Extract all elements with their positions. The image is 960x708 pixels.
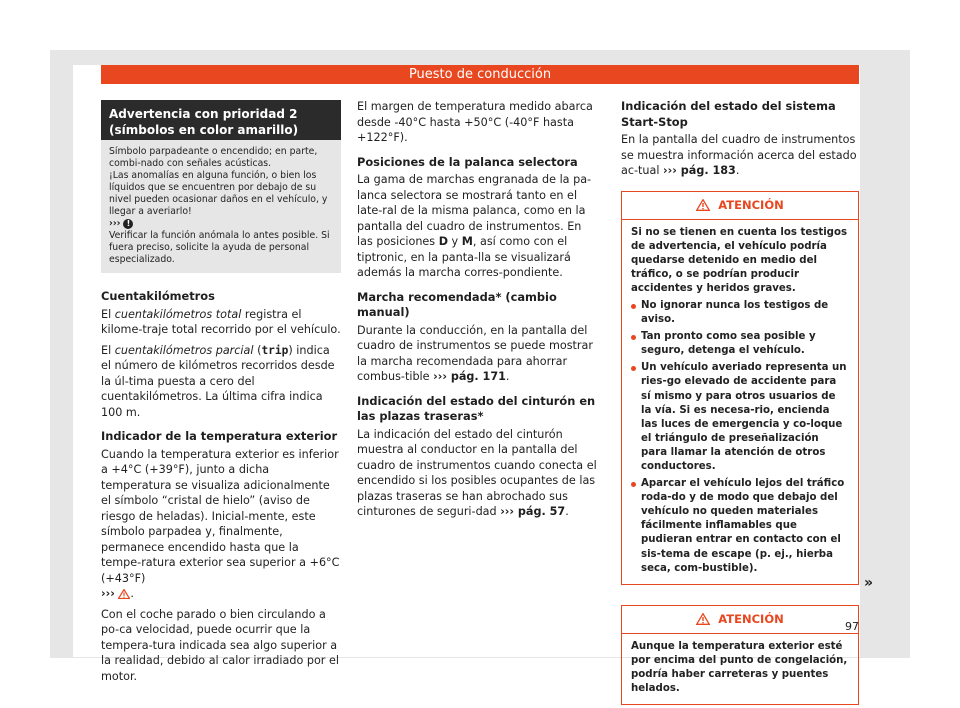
attention-header-1: [622, 192, 858, 220]
lever-title: Posiciones de la palanca selectora: [357, 154, 578, 169]
attention-body-2: [622, 634, 858, 704]
attention-item: Tan pronto como sea posible y seguro, detenga el vehículo.: [631, 330, 848, 358]
attention-body-1: [622, 220, 858, 584]
odometer-title: Cuentakilómetros: [101, 289, 215, 303]
warning-triangle-icon: [118, 589, 130, 599]
temperature-title: Indicador de la temperatura exterior: [101, 429, 338, 443]
info-icon: !: [123, 219, 133, 229]
warning-line-2: ¡Las anomalías en alguna función, o bien los líquidos que se encuentren por debajo de su nivel pueden ocasionar daños en el vehículo, y llegar a averiarlo!: [109, 170, 328, 217]
startstop-page-link[interactable]: ››› pág. 183: [663, 164, 736, 177]
odometer-trip-text: El cuentakilómetros parcial (trip) indica el número de kilómetros recorridos desde la úl-tima puesta a cero del cuentakilómetros. La última cifra indica 100 m.: [101, 343, 335, 419]
attention-title-1: ATENCIÓN: [718, 197, 784, 212]
gear-page-link[interactable]: ››› pág. 171: [433, 370, 506, 383]
column-2: [357, 99, 600, 520]
lever-text: La gama de marchas engranada de la pa-lanca selectora se mostrará tanto en el late-ral de la misma palanca, como en la pantalla del cuadro de instrumentos. En las posiciones D y M, así como con el tiptronic, en la panta-lla se visualizará además la marcha corres-pondiente.: [357, 173, 592, 279]
odometer-total-text: El cuentakilómetros total registra el kilome-traje total recorrido por el vehículo.: [101, 307, 341, 336]
warning-ref: [109, 218, 333, 230]
attention-list: [631, 299, 848, 576]
warning-line-1: Símbolo parpadeante o encendido; en parte, combi-nado con señales acústicas.: [109, 146, 318, 169]
temperature-note: Con el coche parado o bien circulando a po-ca velocidad, puede ocurrir que la tempera-tura indicada sea algo superior a la realidad, debido al calor irradiado por el motor.: [101, 607, 339, 683]
continue-marker: »: [864, 575, 874, 591]
warning-triangle-icon: [696, 199, 710, 211]
attention-box-1: [621, 191, 859, 585]
warning-triangle-icon: [696, 613, 710, 625]
attention-item: Un vehículo averiado representa un ries-go elevado de accidente para sí mismo y para otros usuarios de la vía. Si es necesa-rio, encienda las luces de emergencia y co-loque el triángulo de preseñalización para llamar la atención de otros conductores.: [631, 361, 848, 474]
attention-item: No ignorar nunca los testigos de aviso.: [631, 299, 848, 327]
warning-priority-title: Advertencia con prioridad 2 (símbolos en color amarillo): [101, 100, 341, 140]
section-header: Puesto de conducción: [101, 65, 859, 84]
ref-arrow: ›››: [109, 218, 121, 229]
column-1: [101, 100, 341, 684]
gear-title: Marcha recomendada* (cambio manual): [357, 289, 557, 319]
page-number: 97: [845, 620, 859, 633]
attention-text-2: Aunque la temperatura exterior esté por encima del punto de congelación, podría haber carreteras y puentes helados.: [631, 640, 848, 695]
warning-priority-body: [101, 140, 341, 273]
column-3: [621, 99, 859, 705]
startstop-text: En la pantalla del cuadro de instrumentos se muestra información acerca del estado ac-tual ››› pág. 183.: [621, 133, 857, 177]
temperature-range-text: El margen de temperatura medido abarca desde -40°C hasta +50°C (-40°F hasta +122°F).: [357, 100, 593, 144]
attention-header-2: [622, 606, 858, 634]
belt-title: Indicación del estado del cinturón en las plazas traseras*: [357, 393, 596, 423]
warning-line-3: Verificar la función anómala lo antes posible. Si fuera preciso, solicite la ayuda de personal especializado.: [109, 230, 330, 265]
attention-box-2: [621, 605, 859, 705]
temperature-text: Cuando la temperatura exterior es inferior a +4°C (+39°F), junto a dicha temperatura se visualiza adicionalmente el símbolo “cristal de hielo” (aviso de riesgo de heladas). Inicial-mente, este símbolo parpadea y, finalmente, permanece encendido hasta que la tempe-ratura exterior sea superior a +6°C (+43°F) ››› .: [101, 447, 340, 600]
startstop-title: Indicación del estado del sistema Start-Stop: [621, 99, 836, 129]
attention-intro: Si no se tienen en cuenta los testigos de advertencia, el vehículo podría quedarse detenido en medio del tráfico, o se podrían producir accidentes y heridos graves.: [631, 226, 848, 294]
attention-title-2: ATENCIÓN: [718, 612, 784, 627]
belt-page-link[interactable]: ››› pág. 57: [500, 505, 566, 518]
attention-item: Aparcar el vehículo lejos del tráfico roda-do y de modo que debajo del vehículo no queden materiales fácilmente inflamables que pudieran entrar en contacto con el sis-tema de escape (p. ej., hierba seca, com-bustible).: [631, 477, 848, 576]
belt-text: La indicación del estado del cinturón muestra al conductor en la pantalla del cuadro de instrumentos cuando conecta el encendido si los posibles ocupantes de las plazas traseras se han abrochado sus cinturones de seguri-dad ››› pág. 57.: [357, 427, 597, 518]
gear-text: Durante la conducción, en la pantalla del cuadro de instrumentos se puede mostrar la marcha recomendada para ahorrar combus-tible ››› pág. 171.: [357, 323, 593, 383]
